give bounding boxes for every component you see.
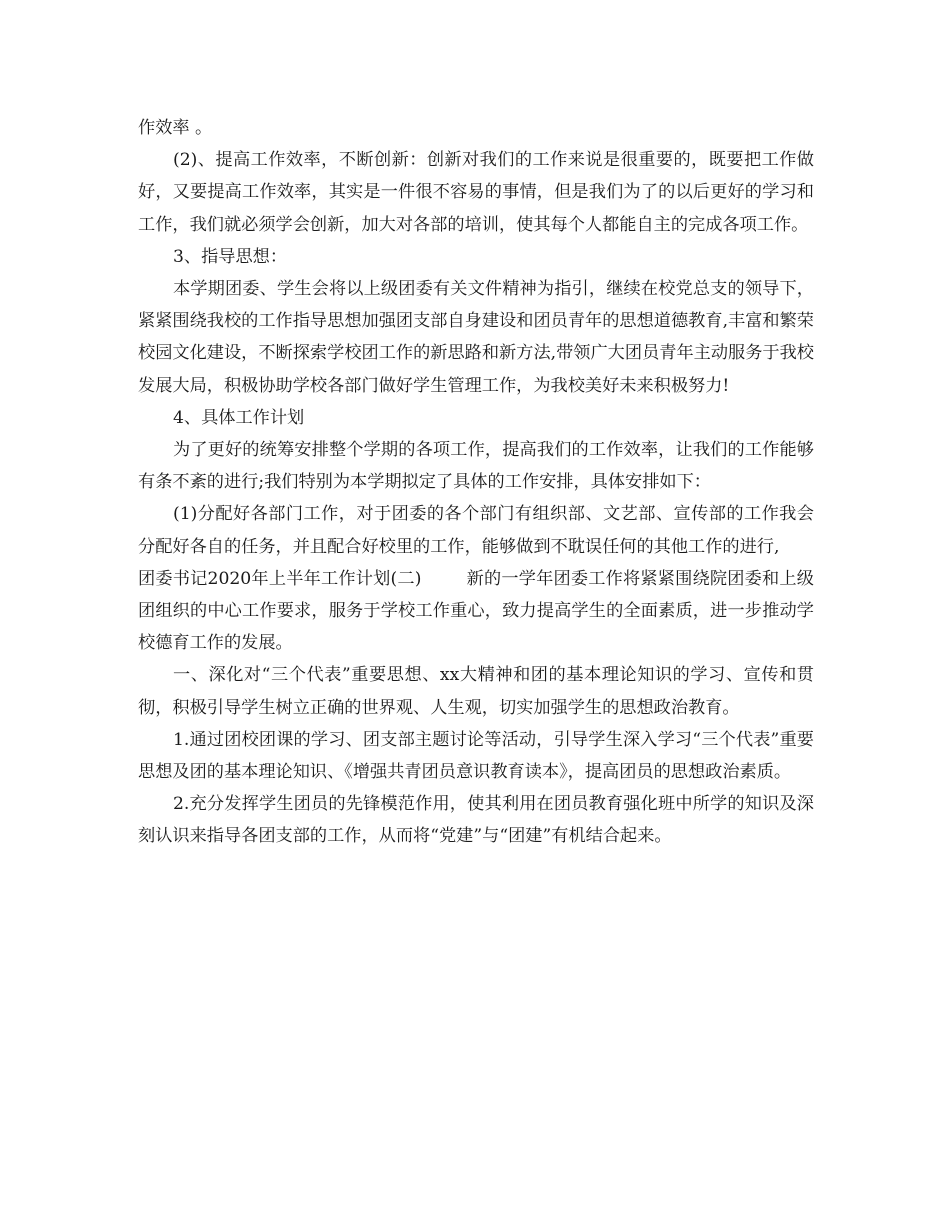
paragraph-section-one: 一、深化对“三个代表”重要思想、xx大精神和团的基本理论知识的学习、宣传和贯彻，积极引导学生树立正确的世界观、人生观，切实加强学生的思想政治教育。 bbox=[138, 665, 814, 718]
heading-guiding-thought: 3、指导思想： bbox=[173, 246, 288, 267]
paragraph-continuation: 作效率 。 bbox=[138, 118, 213, 138]
document-body bbox=[138, 112, 814, 853]
paragraph-work-plan-intro: 为了更好的统筹安排整个学期的各项工作，提高我们的工作效率，让我们的工作能够有条不紊的进行;我们特别为本学期拟定了具体的工作安排，具体安排如下： bbox=[138, 440, 814, 493]
paragraph-item-one: 1.通过团校团课的学习、团支部主题讨论等活动，引导学生深入学习“三个代表”重要思想及团的基本理论知识、《增强共青团员意识教育读本》，提高团员的思想政治素质。 bbox=[138, 729, 814, 783]
paragraph-plan-two-intro: 团委书记2020年上半年工作计划(二) 新的一学年团委工作将紧紧围绕院团委和上级团组织的中心工作要求，服务于学校工作重心，致力提高学生的全面素质，进一步推动学校德育工作的发展。 bbox=[138, 568, 814, 654]
paragraph-assign-departments: (1)分配好各部门工作，对于团委的各个部门有组织部、文艺部、宣传部的工作我会分配好各自的任务，并且配合好校里的工作，能够做到不耽误任何的其他工作的进行, bbox=[138, 504, 814, 557]
paragraph-guiding-thought: 本学期团委、学生会将以上级团委有关文件精神为指引，继续在校党总支的领导下，紧紧围绕我校的工作指导思想加强团支部自身建设和团员青年的思想道德教育,丰富和繁荣校园文化建设，不断探索学校团工作的新思路和新方法,带领广大团员青年主动服务于我校发展大局，积极协助学校各部门做好学生管理工作，为我校美好未来积极努力! bbox=[138, 279, 814, 396]
paragraph-item-two: 2.充分发挥学生团员的先锋模范作用，使其利用在团员教育强化班中所学的知识及深刻认识来指导各团支部的工作，从而将“党建”与“团建”有机结合起来。 bbox=[138, 794, 814, 847]
paragraph-improve-efficiency: (2)、提高工作效率，不断创新：创新对我们的工作来说是很重要的，既要把工作做好，又要提高工作效率，其实是一件很不容易的事情，但是我们为了的以后更好的学习和工作，我们就必须学会创新，加大对各部的培训，使其每个人都能自主的完成各项工作。 bbox=[138, 150, 814, 235]
heading-work-plan: 4、具体工作计划 bbox=[173, 407, 305, 428]
